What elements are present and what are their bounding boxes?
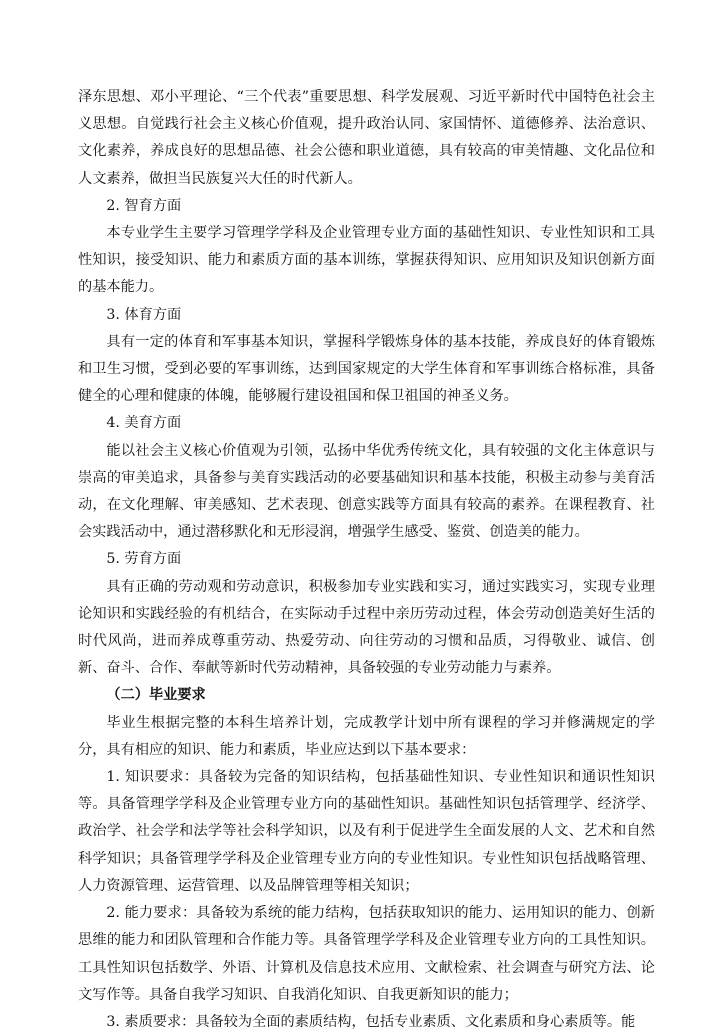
paragraph-ideology: 泽东思想、邓小平理论、“三个代表”重要思想、科学发展观、习近平新时代中国特色社会主义思想。自觉践行社会主义核心价值观，提升政治认同、家国情怀、道德修养、法治意识、文化素养，养成良好的思想品德、社会公德和职业道德，具有较高的审美情趣、文化品位和人文素养，做担当民族复兴大任的时代新人。 xyxy=(78,89,655,187)
paragraph-physical-education: 具有一定的体育和军事基本知识，掌握科学锻炼身体的基本技能，养成良好的体育锻炼和卫生习惯，受到必要的军事训练，达到国家规定的大学生体育和军事训练合格标准，具备健全的心理和健康的体魄，能够履行建设祖国和保卫祖国的神圣义务。 xyxy=(78,333,655,405)
heading-physical-education: 3. 体育方面 xyxy=(106,306,182,323)
paragraph-graduation-intro: 毕业生根据完整的本科生培养计划，完成教学计划中所有课程的学习并修满规定的学分，具有相应的知识、能力和素质，毕业应达到以下基本要求： xyxy=(78,714,655,758)
heading-aesthetic-education: 4. 美育方面 xyxy=(106,415,182,432)
paragraph-quality-requirements: 3. 素质要求：具备较为全面的素质结构，包括专业素质、文化素质和身心素质等。能 xyxy=(106,1013,636,1030)
paragraph-labor-education: 具有正确的劳动观和劳动意识，积极参加专业实践和实习，通过实践实习，实现专业理论知识和实践经验的有机结合，在实际动手过程中亲历劳动过程，体会劳动创造美好生活的时代风尚，进而养成尊重劳动、热爱劳动、向往劳动的习惯和品质，习得敬业、诚信、创新、奋斗、合作、奉献等新时代劳动精神，具备较强的专业劳动能力与素养。 xyxy=(78,578,655,677)
paragraph-knowledge-requirements: 1. 知识要求：具备较为完备的知识结构，包括基础性知识、专业性知识和通识性知识等。具备管理学学科及企业管理专业方向的基础性知识。基础性知识包括管理学、经济学、政治学、社会学和法学等社会科学知识，以及有利于促进学生全面发展的人文、艺术和自然科学知识；具备管理学学科及企业管理专业方向的专业性知识。专业性知识包括战略管理、人力资源管理、运营管理、以及品牌管理等相关知识； xyxy=(78,769,655,894)
paragraph-ability-requirements: 2. 能力要求：具备较为系统的能力结构，包括获取知识的能力、运用知识的能力、创新思维的能力和团队管理和合作能力等。具备管理学学科及企业管理专业方向的工具性知识。工具性知识包括数学、外语、计算机及信息技术应用、文献检索、社会调查与研究方法、论文写作等。具备自我学习知识、自我消化知识、自我更新知识的能力； xyxy=(78,905,655,1003)
paragraph-intellectual-education: 本专业学生主要学习管理学学科及企业管理专业方面的基础性知识、专业性知识和工具性知识，接受知识、能力和素质方面的基本训练，掌握获得知识、应用知识及知识创新方面的基本能力。 xyxy=(78,225,655,296)
heading-intellectual-education: 2. 智育方面 xyxy=(106,197,182,214)
section-title-graduation-requirements: （二）毕业要求 xyxy=(106,687,206,704)
heading-labor-education: 5. 劳育方面 xyxy=(106,551,182,568)
document-page xyxy=(78,84,655,1036)
paragraph-aesthetic-education: 能以社会主义核心价值观为引领，弘扬中华优秀传统文化，具有较强的文化主体意识与崇高的审美追求，具备参与美育实践活动的必要基础知识和基本技能，积极主动参与美育活动，在文化理解、审美感知、艺术表现、创意实践等方面具有较高的素养。在课程教育、社会实践活动中，通过潜移默化和无形浸润，增强学生感受、鉴赏、创造美的能力。 xyxy=(78,442,655,541)
